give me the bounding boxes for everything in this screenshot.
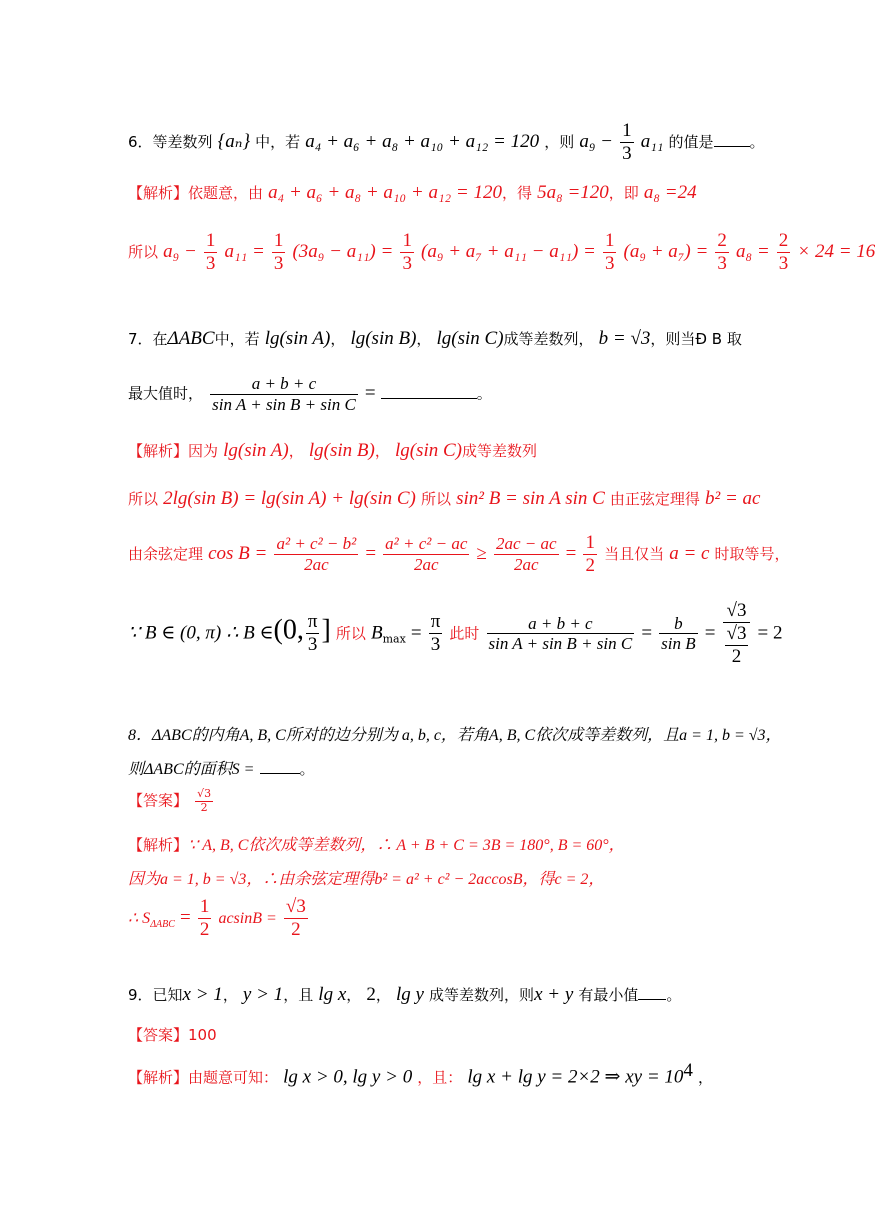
q7-sol-text: 此时 (449, 624, 480, 643)
q7-sol-eq: = (641, 622, 653, 644)
q9-end: 。 (666, 986, 682, 1004)
q7-sol-eq: = (565, 542, 577, 564)
q7-lg-sinB: lg(sin B) (350, 328, 417, 349)
problem-8-solution-line-1 (128, 832, 625, 855)
q7-lg-sinA: lg(sin A) (264, 328, 331, 349)
q8-sol-text: ∵ A, B, C依次成等差数列，∴ A + B + C = 3B = 180°, B = 60°， (188, 837, 625, 854)
q9-text: 成等差数列，则 (429, 986, 535, 1004)
q7-sol-a-eq-c: a = c (669, 542, 710, 564)
q6-expr-b: a₁₁ (640, 130, 664, 152)
problem-7-solution-line-3 (128, 532, 790, 577)
q7-sol-lgC: lg(sin C) (394, 440, 462, 461)
q8-end: 。 (299, 760, 315, 778)
q6-sol-5a8: 5a₈ =120 (537, 182, 609, 203)
q7-ratio-fraction: $\frac{a + b + c}{\text{sin A + sin B + sin C}}$ (212, 374, 356, 414)
q9-answer-tag: 【答案】 (128, 1026, 189, 1044)
q9-sol-exponent: 4 (683, 1060, 693, 1081)
q7-answer-blank (381, 397, 477, 399)
q9-text: ，且 (283, 986, 314, 1004)
q9-sol-text: ，且： (417, 1068, 463, 1087)
q7-sol-half: $\frac{1}{2}$ (585, 532, 595, 576)
q7-sol-result: = 2 (757, 622, 783, 644)
q8-text: 8．ΔABC的内角A, B, C所对的边分别为 a, b, c，若角A, B, C依次成等差数列，且a = 1, b = √3， (128, 727, 782, 744)
q9-answer-blank (638, 998, 666, 1000)
q7-triangle: ΔABC (167, 328, 215, 349)
q6-sum: a₄ + a₆ + a₈ + a₁₀ + a₁₂ = 120 (305, 130, 540, 152)
q7-text: ， (416, 330, 432, 348)
q9-sol-tag: 【解析】 (128, 1068, 189, 1087)
q8-sol-eq: = (180, 906, 191, 928)
q8-sol-area: ∴ S (128, 909, 151, 927)
q7-sol-sin2: sin² B = sin A sin C (456, 488, 605, 509)
q7-sol-cosB: cos B = (208, 542, 268, 564)
q6-sol-a8: a₈ =24 (643, 182, 697, 203)
q8-sol-half: $\frac{1}{2}$ (199, 896, 210, 940)
q7-lg-sinC: lg(sin C) (436, 328, 504, 349)
q7-sol-text: 所以 (335, 624, 366, 643)
q9-y-cond: y > 1 (242, 984, 284, 1005)
q7-sol-eq: = (704, 622, 716, 644)
q7-text: 7．在 (128, 330, 168, 348)
q6-fraction: $\frac{1}{3}$ (622, 120, 632, 164)
q6-sol-sum: a₄ + a₆ + a₈ + a₁₀ + a₁₂ = 120 (268, 182, 502, 203)
q7-sol-ge: ≥ (476, 542, 487, 564)
q7-sol-b2: b² = ac (705, 488, 761, 509)
q7-b-value: b = √3 (598, 328, 651, 349)
q6-sol-expr: (a₉ + a₇) = (623, 240, 709, 262)
q7-sol-ratio: $\frac{a + b + c}{\text{sin A + sin B + sin C}}$ (488, 613, 633, 654)
q6-end: 。 (749, 132, 765, 151)
q8-text: 则ΔABC的面积S = (128, 761, 255, 778)
problem-8-solution-line-3 (128, 896, 310, 941)
q8-sol-text: 因为a = 1, b = √3，∴由余弦定理得b² = a² + c² − 2accosB，得c = 2， (128, 871, 605, 888)
q6-mid: 中，若 (255, 132, 301, 151)
q6-sol-frac: $\frac{2}{3}$ (778, 230, 789, 274)
q9-lgy: lg y (395, 984, 424, 1005)
q6-sol-text: ，得 (501, 184, 532, 202)
q7-sol-pi3b: $\frac{\pi}{3}$ (430, 611, 441, 656)
q9-text: ， (375, 986, 391, 1004)
q6-sol-expr: a₉ − (163, 240, 197, 262)
q7-sol-domain2: ∴ B ∈ (226, 622, 274, 644)
q6-lead: 6．等差数列 (128, 132, 213, 151)
problem-6-question (128, 120, 765, 165)
q7-sol-text: 因为 (188, 442, 219, 460)
q9-lgx: lg x (318, 984, 347, 1005)
problem-9-solution (128, 1060, 713, 1088)
q8-sol-text: acsinB = (218, 909, 277, 927)
q7-equals: = (364, 382, 376, 404)
q7-text: ，则当Ð B 取 (650, 330, 742, 348)
q7-sol-text: 由正弦定理得 (609, 490, 700, 508)
problem-8-question-line-1 (128, 722, 782, 745)
q8-answer-blank (260, 772, 300, 774)
q9-sol-positive: lg x > 0, lg y > 0 (283, 1066, 413, 1088)
q7-sol-lgA: lg(sin A) (223, 440, 289, 461)
q7-sol-text: ， (374, 442, 390, 460)
q9-text: 有最小值 (578, 986, 639, 1004)
problem-7-solution-line-1 (128, 440, 537, 462)
q7-sol-text: 时取等号， (714, 544, 790, 563)
q6-sol-frac: $\frac{1}{3}$ (604, 230, 615, 274)
q7-sol-text: 当且仅当 (604, 544, 665, 563)
q7-sol-bracket-right: ] (321, 614, 331, 646)
q9-sol-text: ， (698, 1068, 714, 1087)
q7-sol-Bmax: B (371, 622, 383, 644)
q6-set: {aₙ} (217, 130, 251, 152)
problem-9-answer (128, 1024, 217, 1045)
q6-sol-text: ，即 (608, 184, 639, 202)
q9-text: ， (222, 986, 238, 1004)
problem-8-question-line-2 (128, 756, 315, 779)
q6-tail: 的值是 (668, 132, 714, 151)
q7-sol-domain: ∵ B ∈ (0, π) (128, 622, 222, 644)
q6-sol-text: 依题意，由 (188, 184, 264, 202)
q8-sol-area-sub: ΔABC (150, 919, 175, 931)
q8-sol-result: $\frac{√3}{2}$ (285, 896, 306, 940)
q9-x-plus-y: x + y (534, 984, 574, 1005)
q9-x-cond: x > 1 (182, 984, 223, 1005)
q6-sol-tag: 【解析】 (128, 184, 189, 202)
q7-text: 中，若 (214, 330, 260, 348)
q7-sol-text: 所以 (128, 490, 159, 508)
problem-7-question-line-1 (128, 328, 742, 350)
q7-sol-bracket-left: (0, (273, 614, 304, 646)
q7-sol-text: 由余弦定理 (128, 544, 204, 563)
q6-sol-text: 所以 (128, 242, 159, 261)
q9-text: ， (346, 986, 362, 1004)
problem-7-solution-line-2 (128, 488, 760, 510)
q9-sol-product: lg x + lg y = 2×2 ⇒ xy = 10 (467, 1066, 684, 1088)
q7-sol-max-sub: max (382, 632, 406, 646)
q9-text: 9．已知 (128, 986, 183, 1004)
q7-sol-pi3: $\frac{\pi}{3}$ (307, 611, 318, 656)
problem-6-solution-line-1 (128, 182, 697, 204)
q9-sol-text: 由题意可知： (188, 1068, 279, 1087)
q7-sol-equation: 2lg(sin B) = lg(sin A) + lg(sin C) (163, 488, 416, 509)
q9-two: 2 (366, 984, 376, 1005)
q7-sol-text: ， (288, 442, 304, 460)
problem-7-solution-line-4 (128, 600, 783, 668)
q6-sol-expr: (3a₉ − a₁₁) = (292, 240, 394, 262)
q6-sol-frac: $\frac{1}{3}$ (205, 230, 216, 274)
q7-sol-eq: = (410, 622, 422, 644)
q6-answer-blank (714, 145, 750, 147)
q6-comma: ，则 (544, 132, 575, 151)
q8-answer-tag: 【答案】 (128, 791, 189, 810)
q7-sol-text: 成等差数列 (461, 442, 537, 460)
q7-text: 成等差数列， (503, 330, 594, 348)
q6-sol-frac: $\frac{1}{3}$ (402, 230, 412, 274)
q6-sol-expr: a₁₁ = (224, 240, 265, 262)
q7-sol-eq: = (365, 542, 377, 564)
q7-text: 最大值时， (128, 384, 204, 403)
q7-text: ， (330, 330, 346, 348)
q8-answer-value: $\frac{√3}{2}$ (197, 787, 212, 814)
q9-answer-value: 100 (188, 1026, 217, 1044)
q7-sol-frac: $\frac{\text{a² + c² − ac}}{2ac}$ (385, 534, 468, 574)
q6-expr-a: a₉ − (579, 130, 613, 152)
problem-8-solution-line-2 (128, 866, 604, 889)
q7-sol-b-sinB: $\frac{b}{\text{sin B}}$ (661, 613, 696, 654)
problem-8-answer (128, 788, 215, 814)
problem-9-question (128, 984, 681, 1006)
q6-sol-result: × 24 = 16 (797, 240, 875, 262)
q6-sol-expr: a₈ = (736, 240, 770, 262)
q7-sol-text: 所以 (420, 490, 451, 508)
q7-sol-frac: $\frac{\text{a² + c² − b²}}{2ac}$ (276, 534, 357, 574)
q7-sol-lgB: lg(sin B) (308, 440, 375, 461)
problem-6-solution-line-2 (128, 230, 875, 275)
q8-sol-tag: 【解析】 (128, 836, 189, 854)
q7-sol-frac: $\frac{2ac - ac}{2ac}$ (496, 534, 557, 574)
q6-sol-frac: $\frac{1}{3}$ (273, 230, 284, 274)
q6-sol-frac: $\frac{2}{3}$ (717, 230, 727, 274)
q7-end: 。 (476, 384, 492, 403)
q7-sol-sqrt3-frac: $\frac{√3}{\frac{√3}{2}}$ (723, 600, 751, 668)
q6-sol-expr: (a₉ + a₇ + a₁₁ − a₁₁) = (421, 240, 596, 262)
q7-sol-tag: 【解析】 (128, 442, 189, 460)
problem-7-question-line-2 (128, 374, 492, 414)
